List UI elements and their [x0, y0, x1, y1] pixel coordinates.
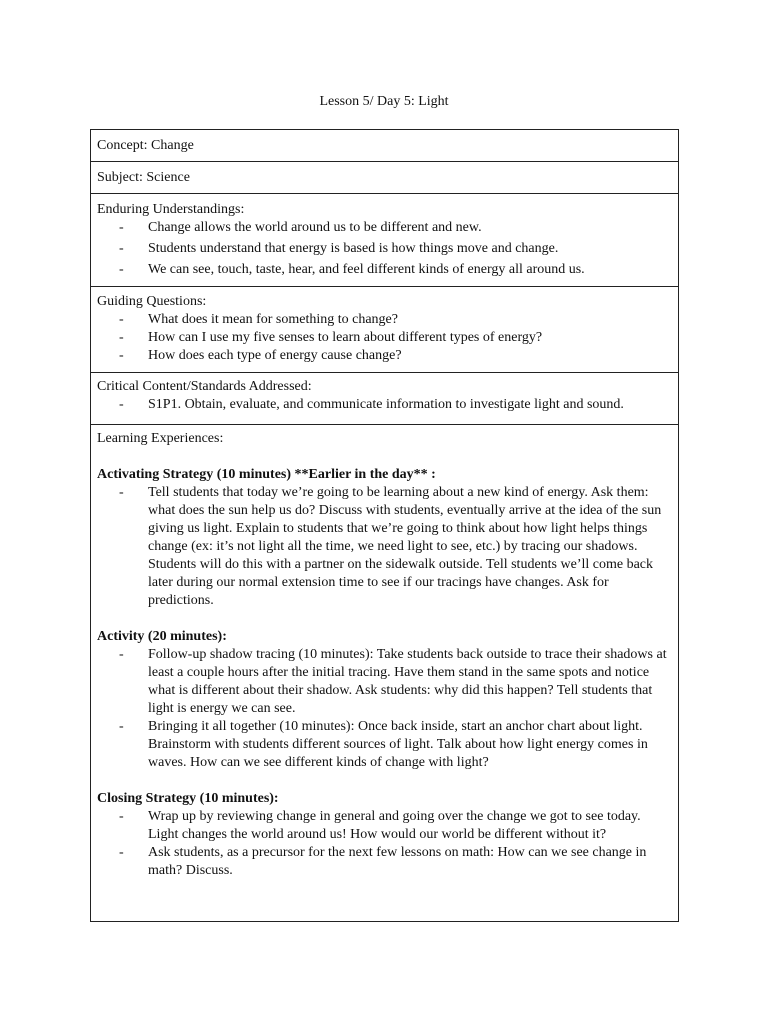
closing-list [97, 808, 672, 880]
list-item: - We can see, touch, taste, hear, and feel different kinds of energy all around us. [119, 261, 672, 279]
list-item: - Ask students, as a precursor for the next few lessons on math: How can we see change in math? Discuss. [119, 844, 672, 880]
list-item: - Tell students that today we’re going to be learning about a new kind of energy. Ask them: what does the sun help us do? Discuss with students, eventually arrive at the idea of the sun giving us light. Explain to students that we’re going to think about how light helps things change (ex: it’s not light all the time, we need light to see, etc.) by tracing our shadows. Students will do this with a partner on the sidewalk outside. Tell students we’ll come back later during our normal extension time to see if our tracings have changes. Ask for predictions. [119, 484, 672, 610]
lesson-plan-table [90, 129, 679, 922]
list-item: - How can I use my five senses to learn about different types of energy? [119, 329, 672, 347]
activating-strategy-heading: Activating Strategy (10 minutes) **Earlier in the day** : [97, 467, 436, 482]
critical-heading: Critical Content/Standards Addressed: [97, 379, 312, 394]
list-item: - Wrap up by reviewing change in general and going over the change we got to see today. Light changes the world around us! How would our world be different without it? [119, 808, 672, 844]
list-item: - Change allows the world around us to be different and new. [119, 219, 672, 237]
concept-row: Concept: Change [91, 130, 678, 162]
lesson-title: Lesson 5/ Day 5: Light [319, 94, 449, 109]
guiding-list [97, 311, 672, 365]
guiding-questions-section [91, 287, 678, 373]
enduring-list [97, 219, 672, 279]
closing-strategy-heading: Closing Strategy (10 minutes): [97, 791, 279, 806]
subject-row: Subject: Science [91, 162, 678, 194]
critical-content-section [91, 373, 678, 425]
enduring-understandings-section [91, 194, 678, 287]
list-item: - S1P1. Obtain, evaluate, and communicate information to investigate light and sound. [119, 396, 672, 414]
activity-heading: Activity (20 minutes): [97, 629, 227, 644]
learning-experiences-section [91, 425, 678, 921]
activating-list [97, 484, 672, 610]
enduring-heading: Enduring Understandings: [97, 202, 245, 217]
learning-heading: Learning Experiences: [97, 431, 224, 446]
list-item: - Bringing it all together (10 minutes): Once back inside, start an anchor chart about light. Brainstorm with students different sources of light. Talk about how light energy comes in waves. How can we see different kinds of change with light? [119, 718, 672, 772]
critical-list [97, 396, 672, 414]
list-item: - How does each type of energy cause change? [119, 347, 672, 365]
list-item: - What does it mean for something to change? [119, 311, 672, 329]
list-item: - Follow-up shadow tracing (10 minutes): Take students back outside to trace their shadows at least a couple hours after the initial tracing. Have them stand in the same spots and notice what is different about their shadow. Ask students: why did this happen? Tell students that light is energy we can see. [119, 646, 672, 718]
list-item: - Students understand that energy is based is how things move and change. [119, 240, 672, 258]
guiding-heading: Guiding Questions: [97, 294, 207, 309]
activity-list [97, 646, 672, 772]
